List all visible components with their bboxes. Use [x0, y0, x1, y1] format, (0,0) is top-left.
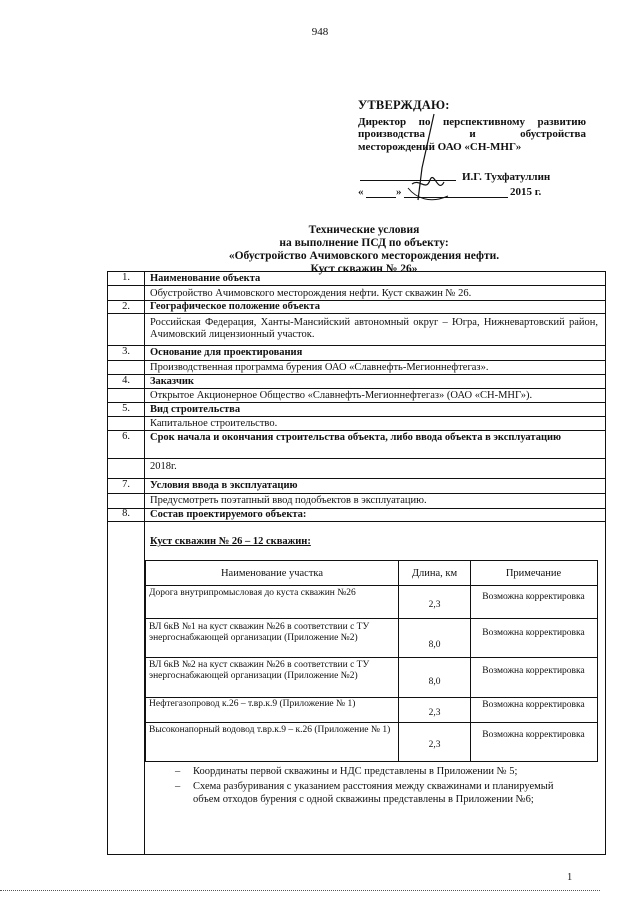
- row-divider: [107, 313, 605, 314]
- section-heading: Условия ввода в эксплуатацию: [150, 480, 298, 491]
- row-divider: [107, 360, 605, 361]
- bullet-dash: –: [175, 766, 181, 777]
- inner-row-note: Возможна корректировка: [482, 700, 585, 710]
- bullet-text: Схема разбуривания с указанием расстояния между скважинами и планируемый объем отходов бурения с одной скважины представлены в Приложении №6;: [193, 781, 554, 805]
- row-divider: [107, 416, 605, 417]
- approval-block: [358, 99, 586, 153]
- page-number-bottom: 1: [567, 872, 573, 883]
- inner-row-name: ВЛ 6кВ №2 на куст скважин №26 в соответствии с ТУ энергоснабжающей организации (Приложение №2): [149, 660, 370, 681]
- section-text: Капитальное строительство.: [150, 418, 278, 429]
- section-heading: Вид строительства: [150, 404, 241, 415]
- row-divider: [107, 521, 605, 522]
- inner-row-divider: [145, 585, 597, 586]
- signature-mark: [400, 108, 460, 218]
- section-number: 1.: [122, 272, 130, 283]
- inner-column-divider: [398, 560, 399, 761]
- date-close-quote: »: [396, 186, 402, 198]
- row-divider: [107, 493, 605, 494]
- approval-year: 2015 г.: [510, 186, 542, 198]
- inner-column-divider: [470, 560, 471, 761]
- bullet-dash: –: [175, 781, 181, 792]
- inner-row-note: Возможна корректировка: [482, 666, 585, 676]
- row-divider: [107, 458, 605, 459]
- section-text: Открытое Акционерное Общество «Славнефть-Мегионнефтегаз» (ОАО «СН-МНГ»).: [150, 390, 533, 401]
- row-divider: [107, 430, 605, 431]
- page-number-top: 948: [311, 26, 329, 38]
- section-number: 2.: [122, 301, 130, 312]
- inner-row-note: Возможна корректировка: [482, 592, 585, 602]
- inner-header-name: Наименование участка: [220, 568, 324, 579]
- row-divider: [107, 345, 605, 346]
- section-number: 4.: [122, 375, 130, 386]
- section-heading: Состав проектируемого объекта:: [150, 509, 307, 520]
- section-text: Обустройство Ачимовского месторождения нефти. Куст скважин № 26.: [150, 288, 472, 299]
- section-text: Российская Федерация, Ханты-Мансийский автономный округ – Югра, Нижневартовский район, Ачимовский лицензионный участок.: [150, 317, 598, 340]
- row-divider: [107, 478, 605, 479]
- approval-line-2: производства и обустройства: [358, 128, 586, 140]
- inner-row-name: Нефтегазопровод к.26 – т.вр.к.9 (Приложение № 1): [149, 699, 356, 709]
- inner-row-length: 8,0: [428, 677, 441, 687]
- inner-row-divider: [145, 697, 597, 698]
- title-line-1: Технические условия: [308, 224, 420, 236]
- approver-name: И.Г. Тухфатуллин: [462, 171, 551, 183]
- inner-row-name: ВЛ 6кВ №1 на куст скважин №26 в соответствии с ТУ энергоснабжающей организации (Приложение №2): [149, 622, 370, 643]
- section-heading: Наименование объекта: [150, 273, 261, 284]
- section-text: 2018г.: [150, 461, 177, 472]
- inner-row-note: Возможна корректировка: [482, 628, 585, 638]
- inner-row-name: Дорога внутрипромысловая до куста скважин №26: [149, 588, 356, 598]
- section-text: Предусмотреть поэтапный ввод подобъектов в эксплуатацию.: [150, 495, 427, 506]
- section-heading: Основание для проектирования: [150, 347, 303, 358]
- document-title: [0, 224, 640, 276]
- title-line-2: на выполнение ПСД по объекту:: [279, 237, 449, 249]
- row-divider: [107, 374, 605, 375]
- inner-row-divider: [145, 722, 597, 723]
- title-line-3: «Обустройство Ачимовского месторождения нефти.: [228, 250, 500, 262]
- row-divider: [107, 285, 605, 286]
- bullet-text: Координаты первой скважины и НДС представлены в Приложении № 5;: [193, 766, 518, 777]
- section-heading: Географическое положение объекта: [150, 301, 320, 312]
- section-heading: Заказчик: [150, 376, 194, 387]
- footer-rule: [0, 890, 600, 891]
- title-line-4: Куст скважин № 26»: [310, 263, 418, 275]
- section-heading: Срок начала и окончания строительства объекта, либо ввода объекта в эксплуатацию: [150, 432, 562, 443]
- inner-row-note: Возможна корректировка: [482, 730, 585, 740]
- inner-row-length: 8,0: [428, 640, 441, 650]
- inner-header-length: Длина, км: [411, 568, 458, 579]
- row-divider: [107, 388, 605, 389]
- inner-row-length: 2,3: [428, 740, 441, 750]
- inner-row-name: Высоконапорный водовод т.вр.к.9 – к.26 (Приложение № 1): [149, 725, 391, 735]
- section-number: 6.: [122, 431, 130, 442]
- section-number: 7.: [122, 479, 130, 490]
- inner-row-length: 2,3: [428, 708, 441, 718]
- inner-header-note: Примечание: [505, 568, 562, 579]
- section-subheading: Куст скважин № 26 – 12 скважин:: [150, 536, 311, 547]
- approval-line-1: Директор по перспективному развитию: [358, 115, 586, 128]
- row-divider: [107, 402, 605, 403]
- section-text: Производственная программа бурения ОАО «Славнефть-Мегионнефтегаз».: [150, 362, 489, 373]
- approval-heading: УТВЕРЖДАЮ:: [358, 98, 450, 112]
- date-open-quote: «: [358, 186, 364, 198]
- inner-row-divider: [145, 657, 597, 658]
- date-day-line: [366, 197, 396, 198]
- date-month-line: [404, 197, 508, 198]
- inner-row-length: 2,3: [428, 600, 441, 610]
- section-number: 3.: [122, 346, 130, 357]
- signature-line: [360, 180, 456, 181]
- inner-row-divider: [145, 618, 597, 619]
- section-number: 5.: [122, 403, 130, 414]
- approval-line-3: месторождений ОАО «СН-МНГ»: [358, 140, 522, 153]
- section-number: 8.: [122, 508, 130, 519]
